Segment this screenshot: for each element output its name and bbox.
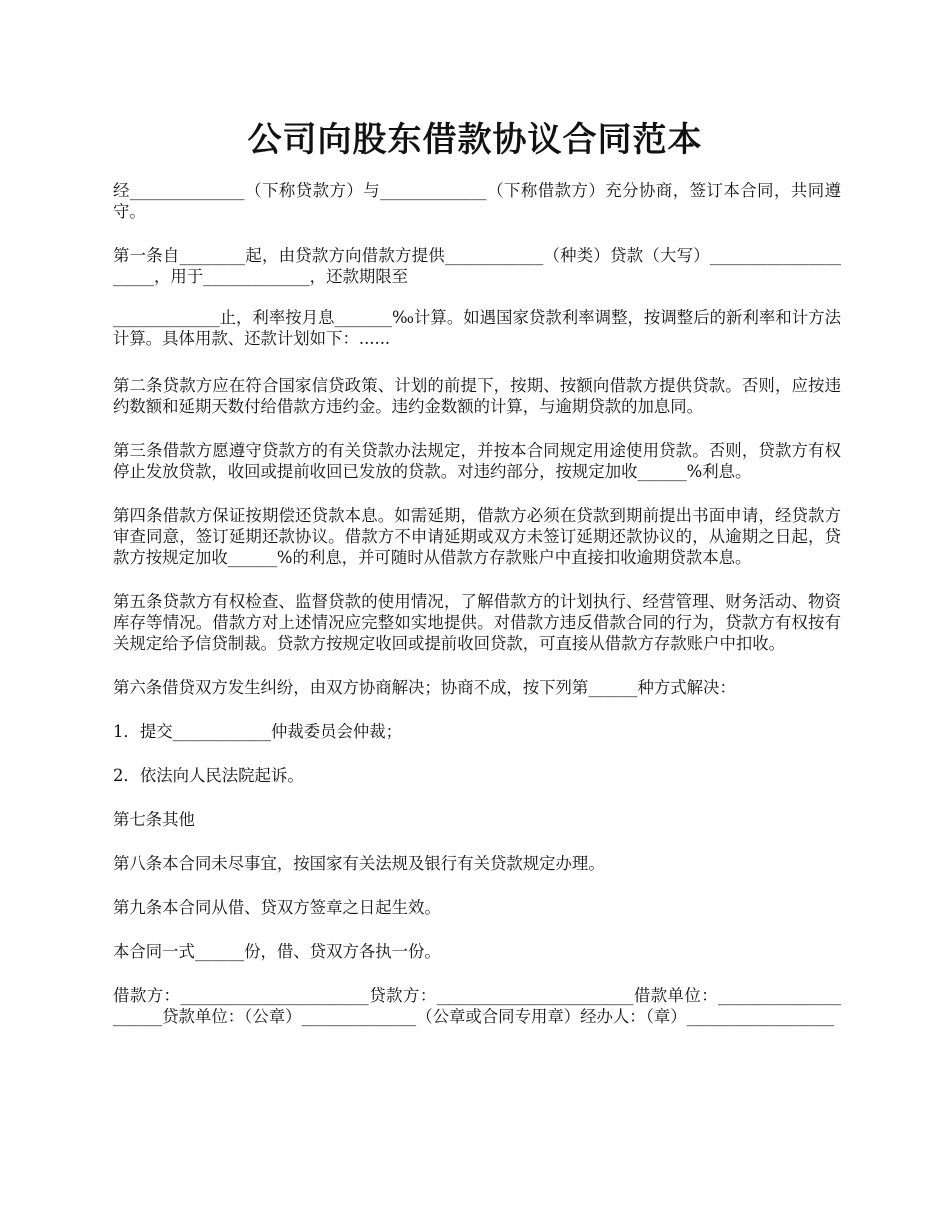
document-body (113, 180, 841, 1027)
article-1-paragraph: 第一条自________起，由贷款方向借款方提供____________（种类）贷款（大写）_____________________，用于_____________，还款期限至 (113, 246, 841, 286)
article-6-paragraph: 第六条借贷双方发生纠纷，由双方协商解决；协商不成，按下列第______种方式解决： (113, 678, 736, 697)
signature-block: 借款方：_______________________贷款方：________________________借款单位：_____________________贷款单位：（公章）______________（公章或合同专用章）经办人：（章）__________________ (113, 986, 841, 1026)
article-7-paragraph: 第七条其他 (113, 810, 195, 829)
article-6-option-2: 2．依法向人民法院起诉。 (113, 766, 304, 785)
article-4-paragraph: 第四条借款方保证按期偿还贷款本息。如需延期，借款方必须在贷款到期前提出书面申请，经贷款方审查同意，签订延期还款协议。借款方不申请延期或双方未签订延期还款协议的，从逾期之日起，贷款方按规定加收______%的利息，并可随时从借款方存款账户中直接扣收逾期贷款本息。 (113, 506, 841, 567)
article-1-continued-paragraph: _____________止，利率按月息_______‰计算。如遇国家贷款利率调整，按调整后的新利率和计方法计算。具体用款、还款计划如下：...... (113, 308, 841, 348)
article-6-option-1: 1．提交____________仲裁委员会仲裁； (113, 722, 403, 741)
article-8-paragraph: 第八条本合同未尽事宜，按国家有关法规及银行有关贷款规定办理。 (113, 854, 605, 873)
article-5-paragraph: 第五条贷款方有权检查、监督贷款的使用情况，了解借款方的计划执行、经营管理、财务活动、物资库存等情况。借款方对上述情况应完整如实地提供。对借款方违反借款合同的行为，贷款方有权按有关规定给予信贷制裁。贷款方按规定收回或提前收回贷款，可直接从借款方存款账户中扣收。 (113, 592, 841, 653)
preamble-paragraph: 经______________（下称贷款方）与_____________（下称借款方）充分协商，签订本合同，共同遵守。 (113, 181, 841, 221)
article-2-paragraph: 第二条贷款方应在符合国家信贷政策、计划的前提下，按期、按额向借款方提供贷款。否则，应按违约数额和延期天数付给借款方违约金。违约金数额的计算，与逾期贷款的加息同。 (113, 376, 841, 416)
document-title: 公司向股东借款协议合同范本 (247, 120, 703, 160)
article-9-paragraph: 第九条本合同从借、贷双方签章之日起生效。 (113, 898, 441, 917)
article-3-paragraph: 第三条借款方愿遵守贷款方的有关贷款办法规定，并按本合同规定用途使用贷款。否则，贷款方有权停止发放贷款，收回或提前收回已发放的贷款。对违约部分，按规定加收______%利息。 (113, 441, 841, 481)
copies-paragraph: 本合同一式______份，借、贷双方各执一份。 (113, 942, 441, 961)
